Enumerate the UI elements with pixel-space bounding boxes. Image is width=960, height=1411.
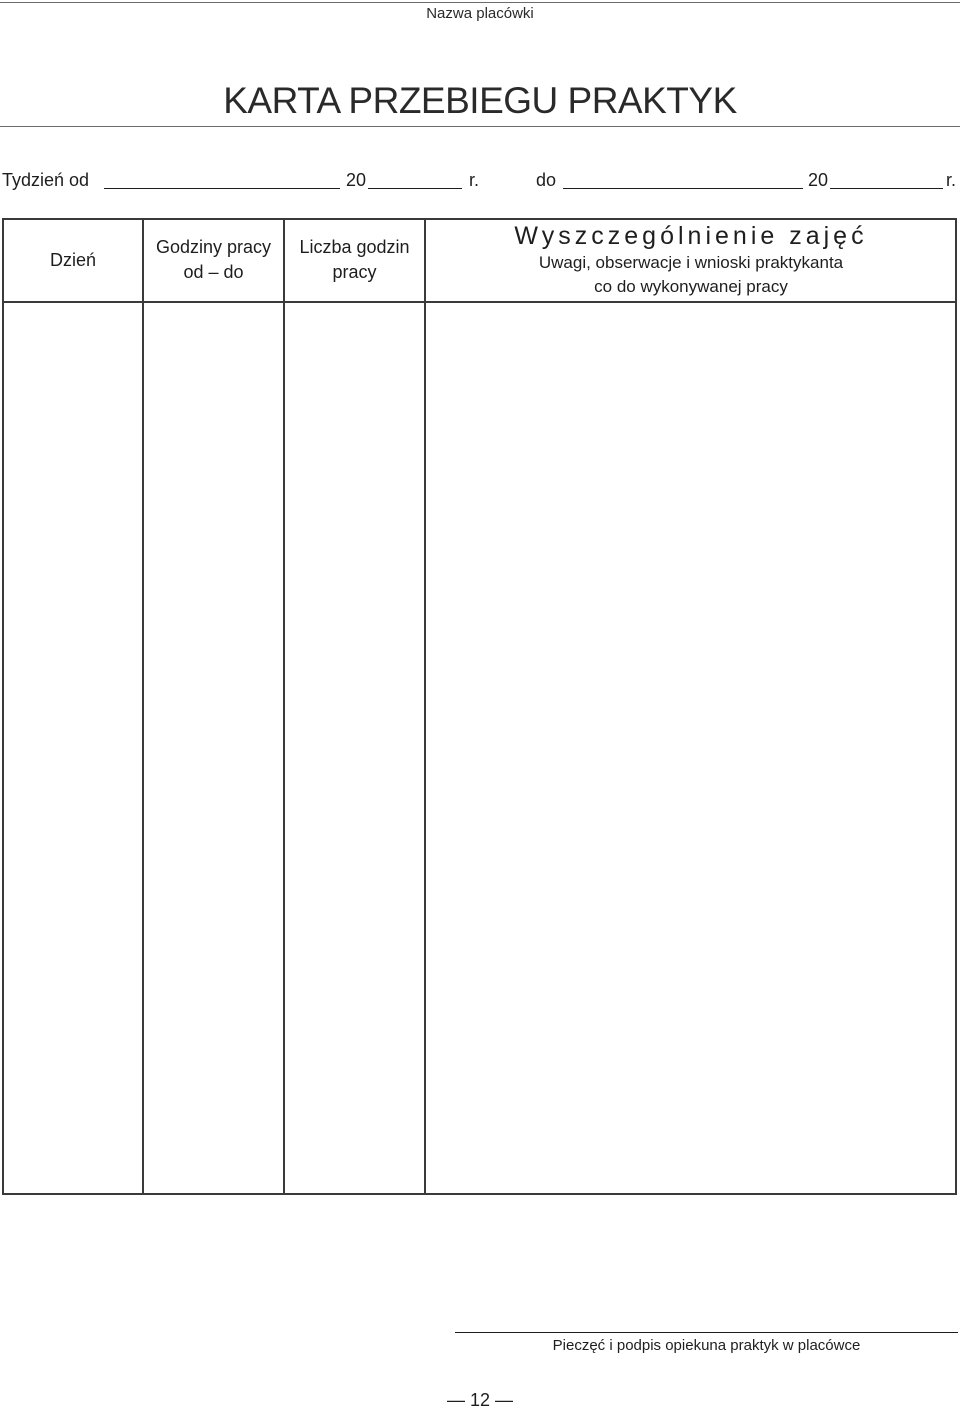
column-header-hours-line2: od – do	[183, 262, 244, 282]
details-column-cell[interactable]	[426, 303, 955, 1193]
column-header-count-line1: Liczba godzin	[299, 237, 410, 257]
column-header-hours-line1: Godziny pracy	[155, 237, 272, 257]
week-from-date-field[interactable]	[104, 188, 340, 189]
column-header-details-sub1: Uwagi, obserwacje i wnioski praktykanta	[538, 253, 844, 272]
week-from-year-suffix: r.	[469, 170, 480, 190]
column-header-count	[285, 218, 424, 302]
column-header-hours	[144, 218, 283, 302]
day-column-cell[interactable]	[4, 303, 142, 1193]
count-column-cell[interactable]	[285, 303, 424, 1193]
signature-line[interactable]	[455, 1332, 958, 1333]
title-rule	[0, 126, 960, 127]
column-header-day	[4, 218, 142, 302]
week-to-year-suffix: r.	[946, 170, 957, 190]
hours-column-cell[interactable]	[144, 303, 283, 1193]
week-from-year-prefix: 20	[346, 170, 367, 190]
institution-name-field[interactable]: Nazwa placówki	[426, 5, 534, 22]
column-header-details-sub2: co do wykonywanej pracy	[594, 277, 788, 296]
week-from-label: Tydzień od	[2, 170, 90, 190]
signature-label: Pieczęć i podpis opiekuna praktyk w placówce	[552, 1337, 861, 1354]
week-to-year-prefix: 20	[808, 170, 829, 190]
page-number: — 12 —	[446, 1390, 514, 1410]
week-to-date-field[interactable]	[563, 188, 803, 189]
column-header-day-label: Dzień	[49, 249, 97, 270]
week-from-year-field[interactable]	[368, 188, 462, 189]
week-to-year-field[interactable]	[830, 188, 943, 189]
page-title: KARTA PRZEBIEGU PRAKTYK	[223, 80, 737, 121]
column-header-details-title: Wyszczególnienie zajęć	[514, 222, 868, 250]
week-to-label: do	[536, 170, 557, 190]
column-header-count-line2: pracy	[332, 262, 377, 282]
top-rule	[0, 2, 960, 3]
column-header-details	[426, 218, 956, 302]
